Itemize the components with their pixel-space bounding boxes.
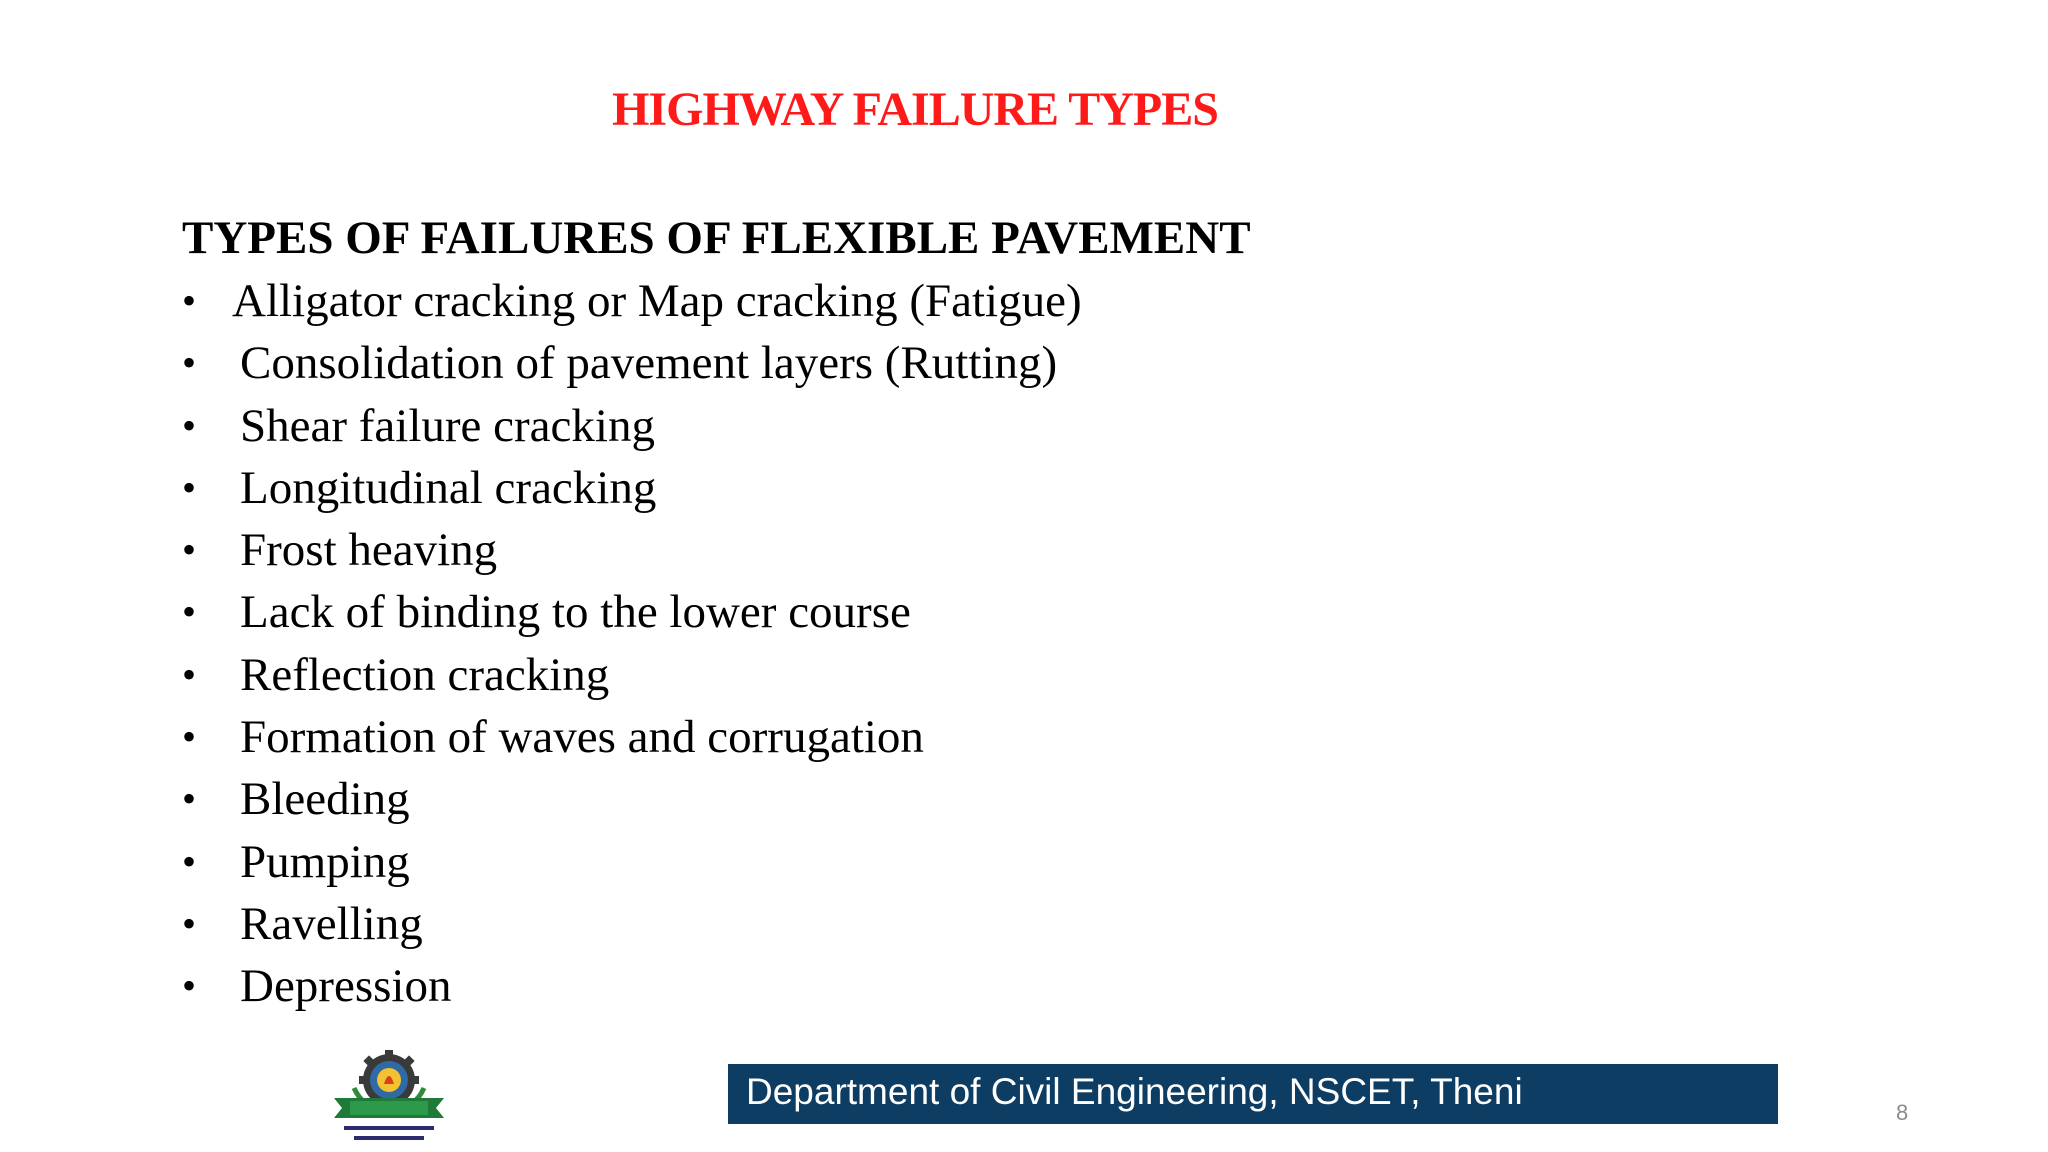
footer-department-bar (728, 1064, 1778, 1124)
bullet-icon: • (182, 651, 197, 697)
bullet-icon: • (182, 340, 197, 386)
list-item-text: Lack of binding to the lower course (240, 586, 911, 639)
bullet-icon: • (182, 278, 197, 323)
section-heading: TYPES OF FAILURES OF FLEXIBLE PAVEMENT (182, 212, 1251, 264)
list-item-text: Shear failure cracking (240, 399, 655, 452)
bullet-icon: • (182, 714, 197, 760)
bullet-icon: • (182, 589, 197, 635)
college-emblem-icon (314, 1048, 464, 1148)
list-item-text: Depression (240, 960, 452, 1013)
list-item-text: Longitudinal cracking (240, 461, 657, 514)
bullet-icon: • (182, 838, 197, 884)
list-item-text: Formation of waves and corrugation (240, 711, 924, 764)
bullet-icon: • (182, 776, 197, 822)
bullet-icon: • (182, 963, 197, 1009)
bullet-icon: • (182, 464, 197, 510)
footer-department-text: Department of Civil Engineering, NSCET, Theni (746, 1071, 1523, 1112)
list-item-text: Bleeding (240, 773, 410, 826)
slide-title: HIGHWAY FAILURE TYPES (612, 83, 1218, 136)
bullet-icon: • (182, 402, 197, 448)
list-item-text: Frost heaving (240, 524, 498, 577)
list-item-text: Ravelling (240, 897, 423, 950)
list-item-text: Alligator cracking or Map cracking (Fatigue) (232, 275, 1082, 327)
bullet-icon: • (182, 900, 197, 946)
page-number: 8 (1896, 1100, 1909, 1125)
bullet-icon: • (182, 527, 197, 573)
list-item-text: Consolidation of pavement layers (Rutting) (240, 337, 1058, 390)
list-item-text: Pumping (240, 835, 410, 888)
list-item-text: Reflection cracking (240, 648, 610, 701)
